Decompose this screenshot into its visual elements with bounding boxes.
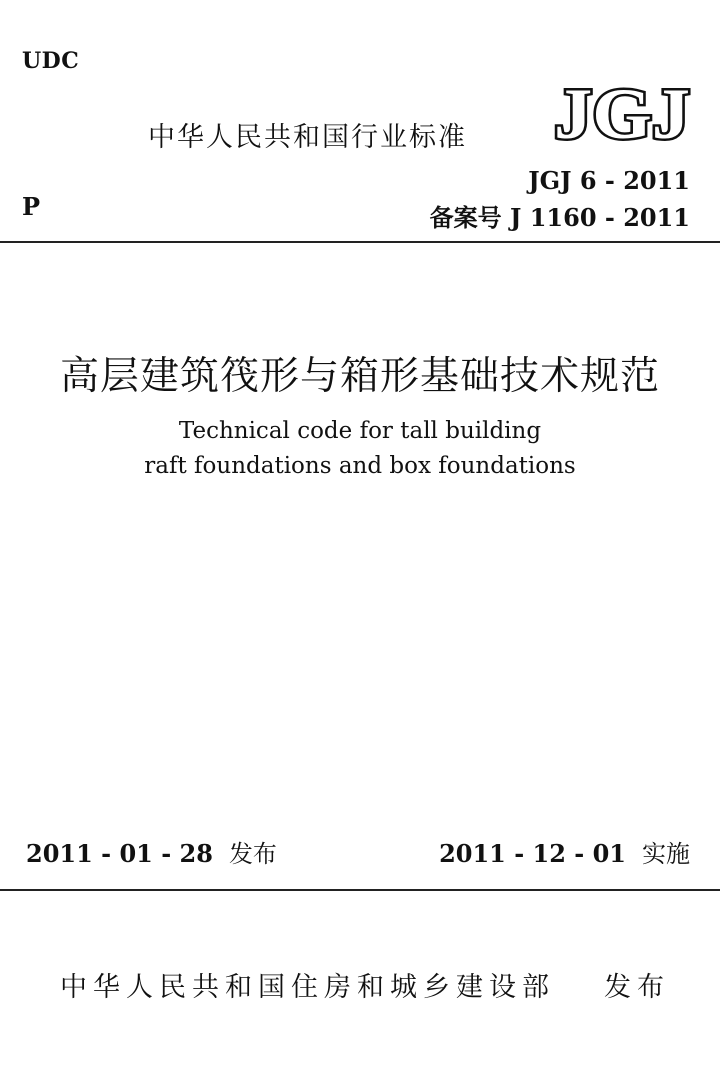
bottom-divider	[0, 889, 720, 891]
filing-label: 备案号	[429, 204, 502, 232]
issue-date-row	[26, 834, 277, 869]
svg-text:JGJ: JGJ	[554, 78, 690, 146]
implement-date-row	[439, 834, 690, 869]
publish-label: 发布	[604, 972, 670, 1003]
title-chinese: 高层建筑筏形与箱形基础技术规范	[59, 354, 660, 399]
title-english-line2: raft foundations and box foundations	[144, 453, 576, 479]
classification-code: P	[22, 192, 41, 221]
filing-number-row	[430, 198, 690, 233]
standard-number: JGJ 6 - 2011	[528, 166, 690, 195]
jgj-logo	[552, 78, 692, 146]
ministry-name: 中华人民共和国住房和城乡建设部	[60, 972, 555, 1003]
udc-label: UDC	[22, 48, 80, 74]
issue-label: 发布	[228, 840, 277, 868]
issue-date: 2011 - 01 - 28	[26, 839, 213, 868]
implement-date: 2011 - 12 - 01	[439, 839, 626, 868]
top-divider	[0, 241, 720, 243]
implement-label: 实施	[642, 840, 690, 868]
title-english-line1: Technical code for tall building	[178, 418, 542, 444]
filing-number: J 1160 - 2011	[510, 203, 690, 232]
industry-standard-label: 中华人民共和国行业标准	[148, 122, 467, 153]
